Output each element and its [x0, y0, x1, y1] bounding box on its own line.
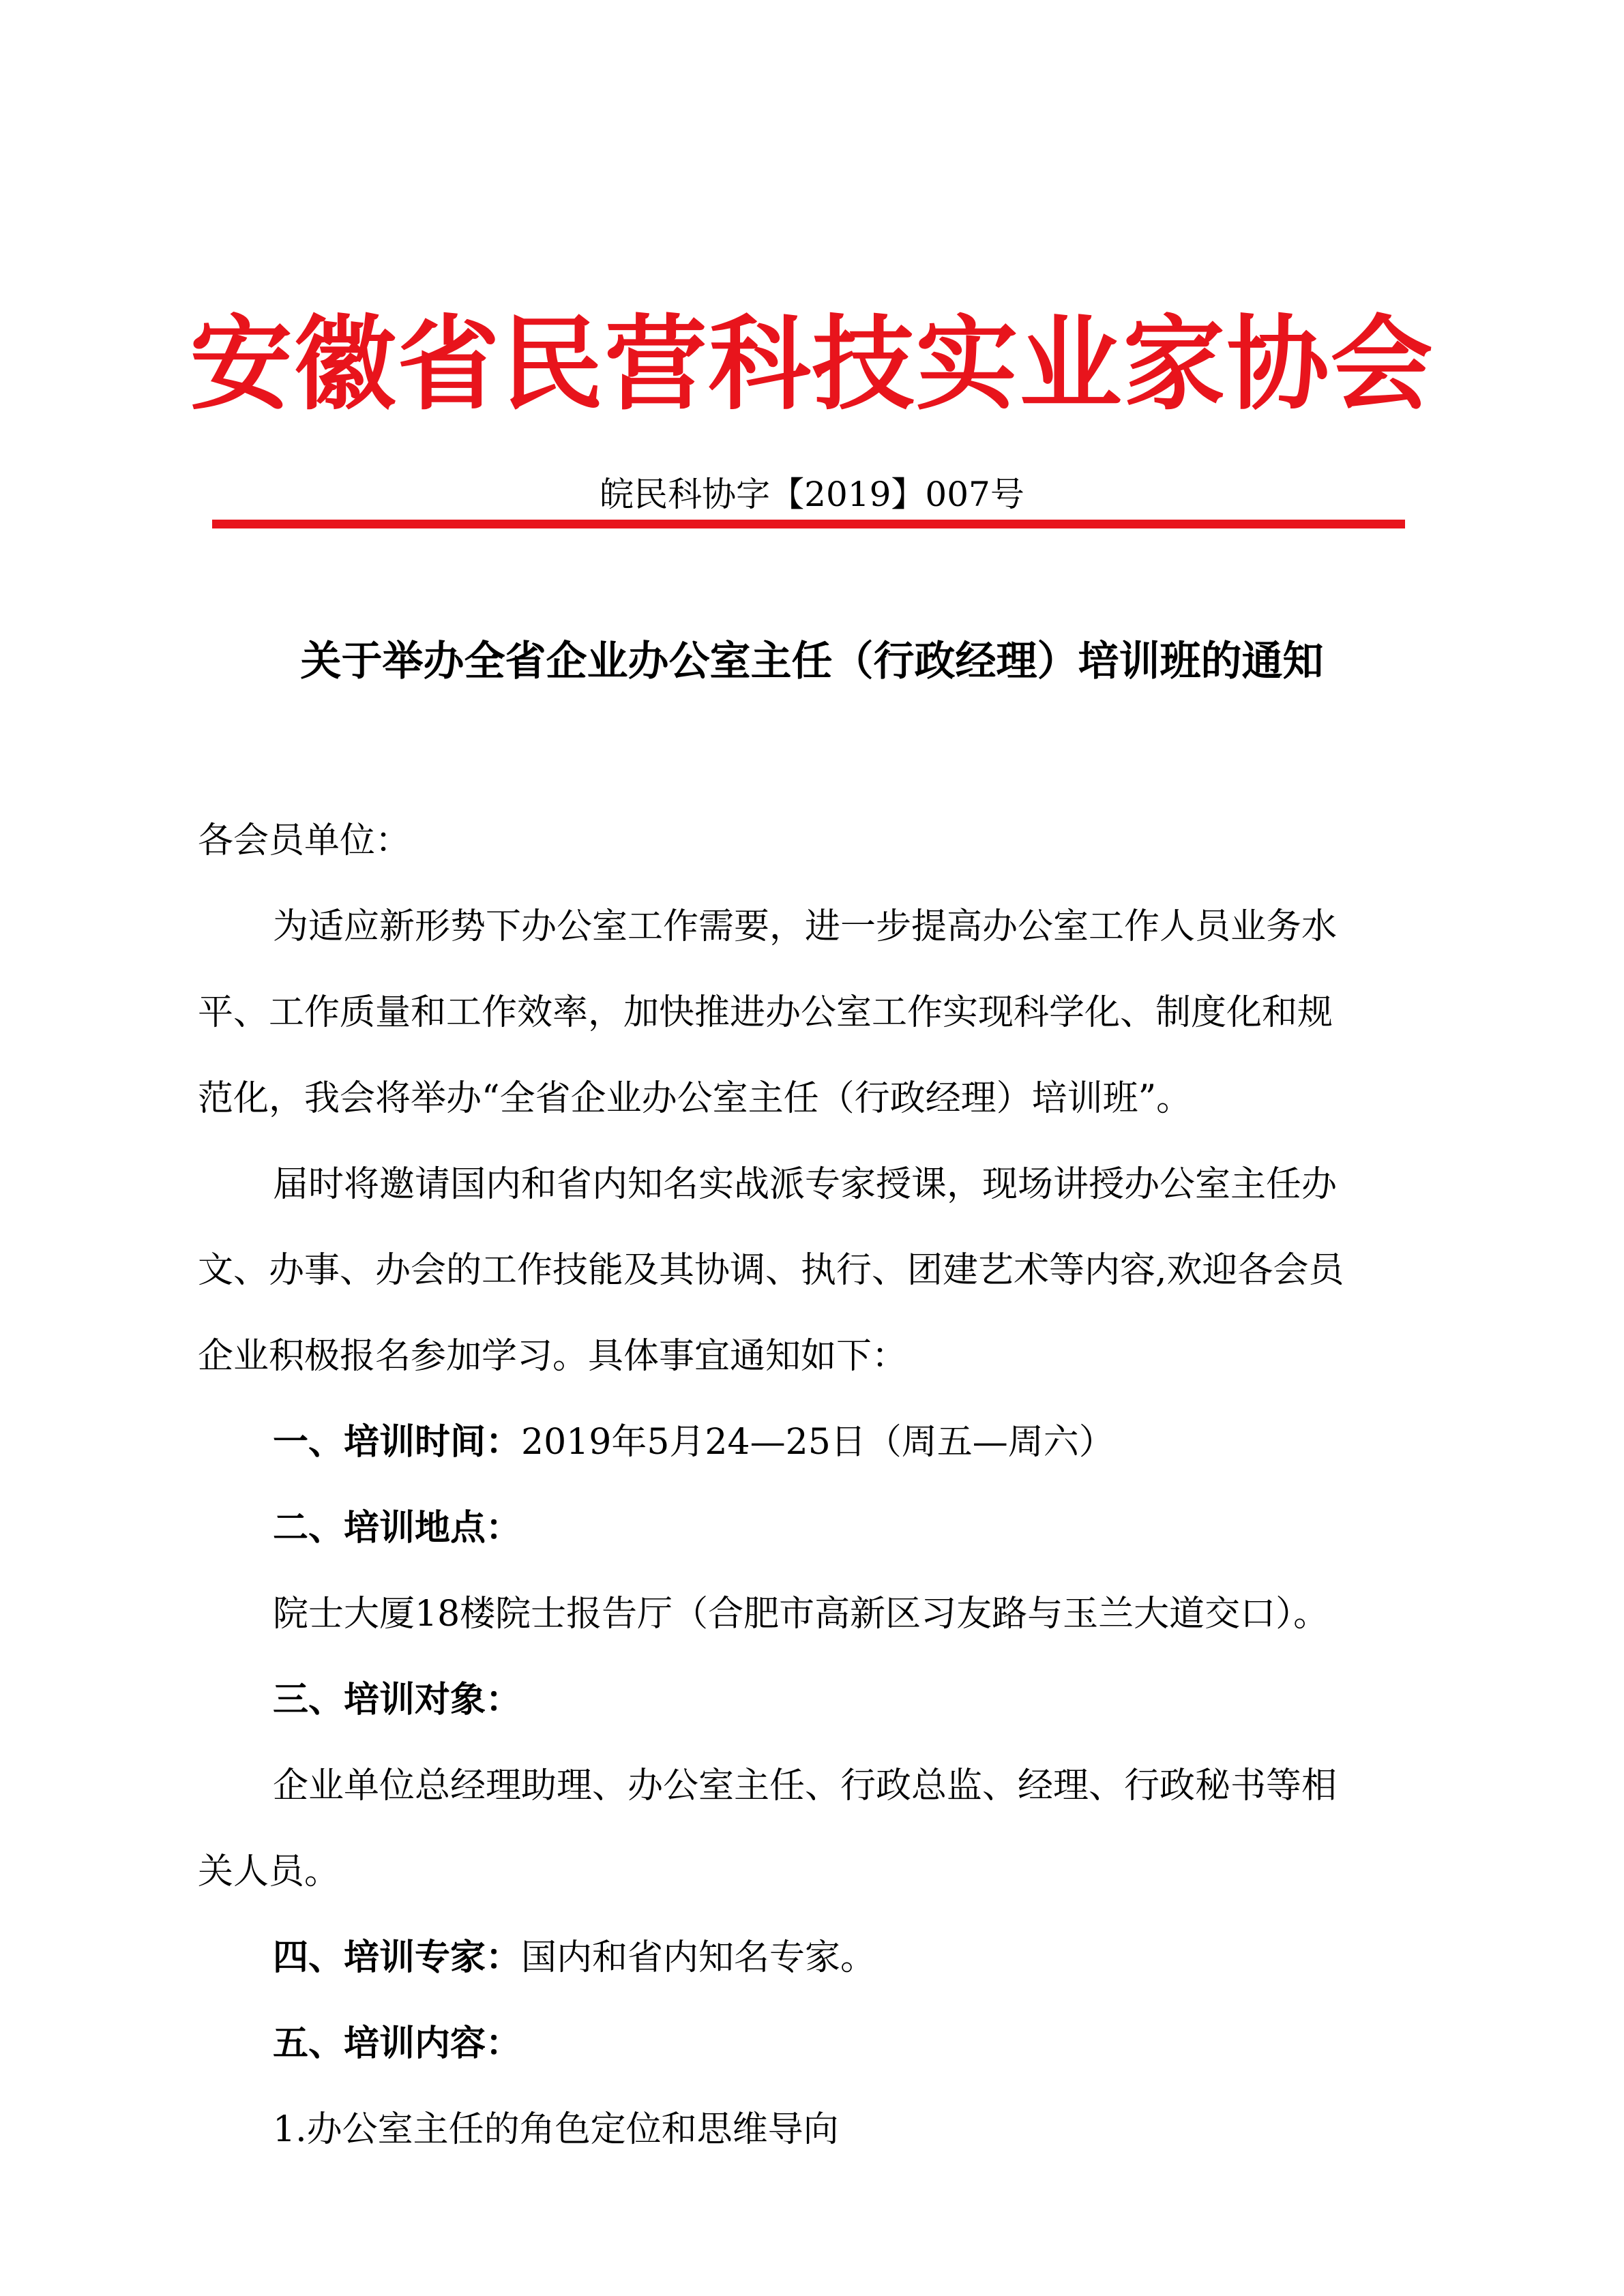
section-experts-text: 国内和省内知名专家。: [521, 1937, 876, 1978]
paragraph1-line2: 平、工作质量和工作效率，加快推进办公室工作实现科学化、制度化和规: [198, 992, 1333, 1033]
section-time-text: 2019年5月24—25日（周五—周六）: [521, 1422, 1114, 1463]
paragraph1-line1: 为适应新形势下办公室工作需要，进一步提高办公室工作人员业务水: [273, 906, 1338, 947]
red-divider-line: [212, 520, 1405, 528]
section-time: [273, 1399, 1439, 1485]
paragraph2-line3: 企业积极报名参加学习。具体事宜通知如下：: [198, 1336, 908, 1377]
organization-name: 安徽省民营科技实业家协会: [190, 305, 1434, 424]
section-place-heading: 二、培训地点：: [273, 1508, 522, 1549]
document-number: 皖民科协字【2019】007号: [600, 475, 1024, 514]
section-experts-heading: 四、培训专家：: [273, 1937, 522, 1978]
section-content-item1: 1.办公室主任的角色定位和思维导向: [273, 2109, 839, 2150]
section-audience-heading: 三、培训对象：: [273, 1680, 522, 1720]
section-experts: [273, 1915, 1439, 2001]
paragraph2-line1: 届时将邀请国内和省内知名实战派专家授课，现场讲授办公室主任办: [273, 1164, 1338, 1205]
section-audience-line1: 企业单位总经理助理、办公室主任、行政总监、经理、行政秘书等相: [273, 1765, 1338, 1806]
paragraph2-line2: 文、办事、办会的工作技能及其协调、执行、团建艺术等内容,欢迎各会员: [198, 1250, 1344, 1291]
section-place-text: 院士大厦18楼院士报告厅（合肥市高新区习友路与玉兰大道交口）。: [273, 1594, 1329, 1635]
paragraph1-line3: 范化，我会将举办“全省企业办公室主任（行政经理）培训班”。: [198, 1078, 1192, 1119]
section-time-heading: 一、培训时间：: [273, 1422, 522, 1463]
section-audience-line2: 关人员。: [198, 1851, 340, 1892]
salutation: 各会员单位：: [198, 820, 411, 861]
section-content-heading: 五、培训内容：: [273, 2023, 522, 2064]
notice-title: 关于举办全省企业办公室主任（行政经理）培训班的通知: [300, 638, 1324, 685]
